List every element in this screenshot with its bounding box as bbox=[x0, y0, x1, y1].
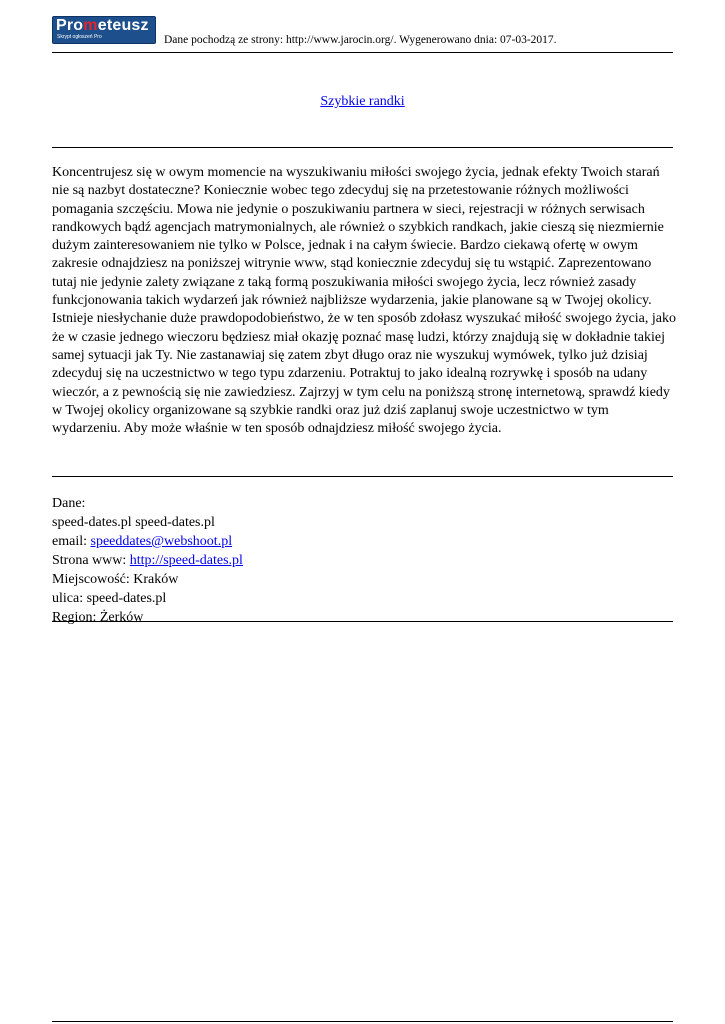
logo-wordmark bbox=[56, 17, 149, 35]
website-label: Strona www: bbox=[52, 553, 130, 568]
article-body: Koncentrujesz się w owym momencie na wyszukiwaniu miłości swojego życia, jednak efekty Twoich starań nie są nazbyt dostateczne? Koniecznie wobec tego zdecyduj się na przetestowanie różnych możliwości pomagania szczęściu. Mowa nie jedynie o poszukiwaniu partnera w sieci, rejestracji w różnych serwisach randkowych bądź agencjach matrymonialnych, ale również o szybkich randkach, jakie cieszą się niezmiernie dużym zainteresowaniem nie tylko w Polsce, jednak i na całym świecie. Bardzo ciekawą ofertę w owym zakresie odnajdziesz na poniższej witrynie www, stąd koniecznie zdecyduj się tu wstąpić. Zaprezentowano tutaj nie jedynie zalety związane z taką formą poszukiwania miłości swojego życia, lecz również zasady funkcjonowania takich wydarzeń jak również najbliższe wydarzenia, jakie planowane są w Twojej okolicy. Istnieje niesłychanie duże prawdopodobieństwo, że w ten sposób zdołasz wyszukać miłość swojego życia, jako że w czasie jednego wieczoru będziesz miał okazję poznać masę ludzi, którzy znajdują się w dokładnie takiej samej sytuacji jak Ty. Nie zastanawiaj się zatem zbyt długo oraz nie wyszukuj wymówek, tylko już dzisiaj zdecyduj się na uczestnictwo w tego typu zdarzeniu. Potraktuj to jako idealną rozrywkę i sposób na udany wieczór, a z pewnością się nie zawiedziesz. Zajrzyj w tym celu na poniższą stronę internetową, sprawdź kiedy w Twojej okolicy organizowane są szybkie randki oraz już dziś zaplanuj swoje uczestnictwo w tym wydarzeniu. Aby może właśnie w ten sposób odnajdziesz miłość swojego życia. bbox=[52, 165, 676, 437]
website-row bbox=[52, 551, 673, 570]
email-link[interactable]: speeddates@webshoot.pl bbox=[90, 534, 233, 549]
logo-text-highlight: m bbox=[83, 17, 98, 34]
city: Miejscowość: Kraków bbox=[52, 572, 179, 587]
contact-details bbox=[52, 494, 673, 627]
region: Region: Żerków bbox=[52, 610, 144, 625]
email-label: email: bbox=[52, 534, 91, 549]
prometeusz-logo bbox=[52, 16, 156, 44]
company-name: speed-dates.pl speed-dates.pl bbox=[52, 515, 215, 530]
divider bbox=[52, 147, 673, 148]
email-row bbox=[52, 532, 673, 551]
article-title-link[interactable]: Szybkie randki bbox=[320, 94, 405, 109]
street: ulica: speed-dates.pl bbox=[52, 591, 167, 606]
logo-text-start: Pro bbox=[56, 17, 84, 34]
article-title[interactable] bbox=[52, 94, 673, 110]
footer-divider bbox=[52, 1021, 673, 1022]
website-link[interactable]: http://speed-dates.pl bbox=[129, 553, 243, 568]
divider bbox=[52, 621, 673, 622]
divider bbox=[52, 476, 673, 477]
logo-text-end: eteusz bbox=[97, 17, 149, 34]
logo-tagline: Skrypt ogłoszeń Pro bbox=[57, 34, 102, 40]
page-header bbox=[52, 14, 673, 53]
source-info: Dane pochodzą ze strony: http://www.jarocin.org/. Wygenerowano dnia: 07-03-2017. bbox=[164, 34, 557, 46]
details-heading: Dane: bbox=[52, 496, 86, 511]
